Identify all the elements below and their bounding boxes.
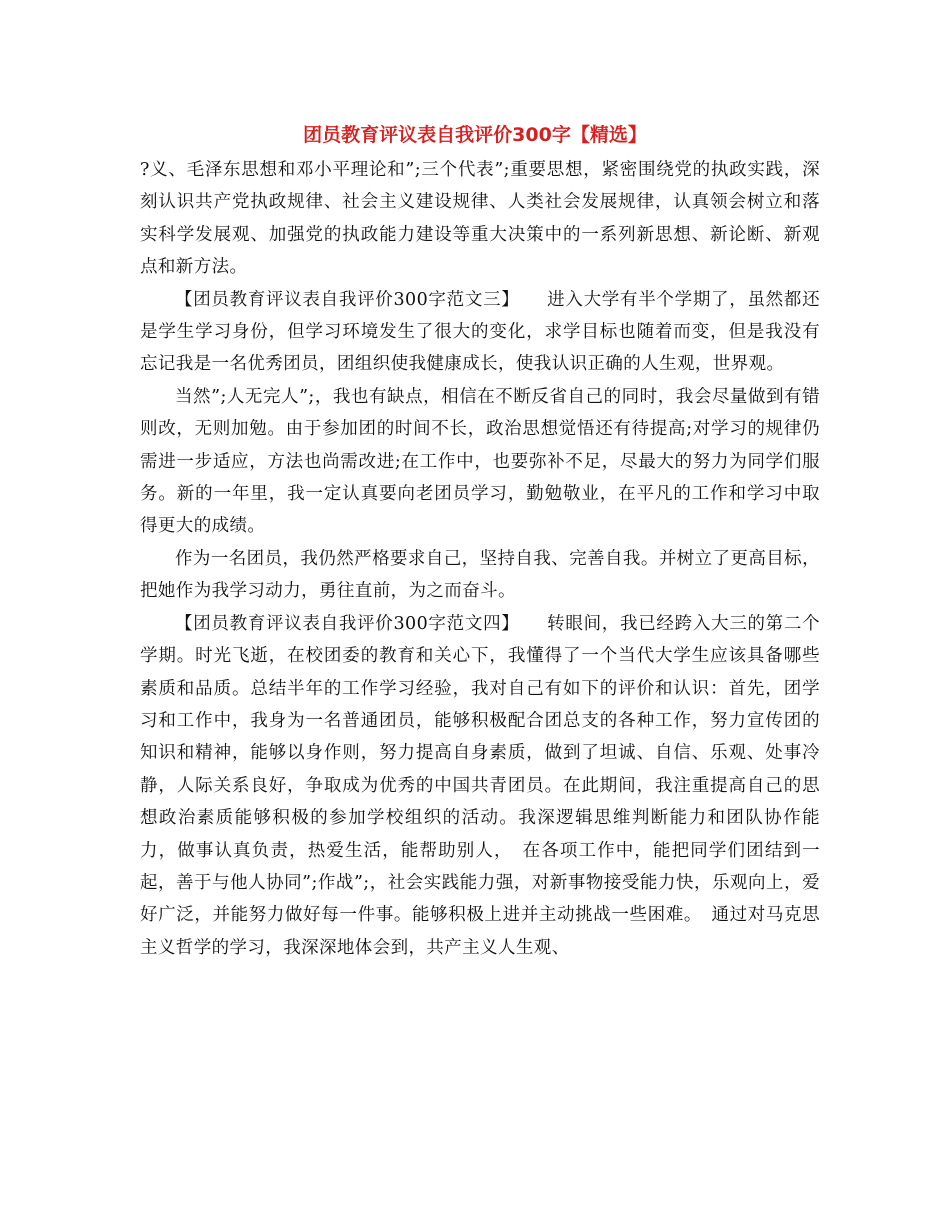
paragraph-sample-three: 【团员教育评议表自我评价300字范文三】 进入大学有半个学期了，虽然都还是学生学习身份，但学习环境发生了很大的变化，求学目标也随着而变，但是我没有忘记我是一名优秀团员，团组织使我健康成长，使我认识正确的人生观，世界观。: [140, 289, 820, 375]
document-title: 团员教育评议表自我评价300字【精选】: [303, 124, 647, 146]
document-body: [140, 154, 820, 964]
paragraph-sample-four: 【团员教育评议表自我评价300字范文四】 转眼间，我已经跨入大三的第二个学期。时光飞逝，在校团委的教育和关心下，我懂得了一个当代大学生应该具备哪些素质和品质。总结半年的工作学习经验，我对自己有如下的评价和认识：首先，团学习和工作中，我身为一名普通团员，能够积极配合团总支的各种工作，努力宣传团的知识和精神，能够以身作则，努力提高自身素质，做到了坦诚、自信、乐观、处事冷静，人际关系良好，争取成为优秀的中国共青团员。在此期间，我注重提高自己的思想政治素质能够积极的参加学校组织的活动。我深逻辑思维判断能力和团队协作能力，做事认真负责，热爱生活，能帮助别人， 在各项工作中，能把同学们团结到一起，善于与他人协同”;作战”;，社会实践能力强，对新事物接受能力快，乐观向上，爱好广泛，并能努力做好每一件事。能够积极上进并主动挑战一些困难。 通过对马克思主义哲学的学习，我深深地体会到，共产主义人生观、: [140, 613, 820, 958]
paragraph-self-requirement: 作为一名团员，我仍然严格要求自己，坚持自我、完善自我。并树立了更高目标，把她作为我学习动力，勇往直前，为之而奋斗。: [140, 548, 820, 602]
paragraph-intro-continued: ?义、毛泽东思想和邓小平理论和”;三个代表”;重要思想，紧密围绕党的执政实践，深刻认识共产党执政规律、社会主义建设规律、人类社会发展规律，认真领会树立和落实科学发展观、加强党的执政能力建设等重大决策中的一系列新思想、新论断、新观点和新方法。: [140, 160, 820, 278]
paragraph-shortcomings: 当然”;人无完人”;，我也有缺点，相信在不断反省自己的同时，我会尽量做到有错则改，无则加勉。由于参加团的时间不长，政治思想觉悟还有待提高;对学习的规律仍需进一步适应，方法也尚需改进;在工作中，也要弥补不足，尽最大的努力为同学们服务。新的一年里，我一定认真要向老团员学习，勤勉敬业，在平凡的工作和学习中取得更大的成绩。: [140, 386, 820, 537]
